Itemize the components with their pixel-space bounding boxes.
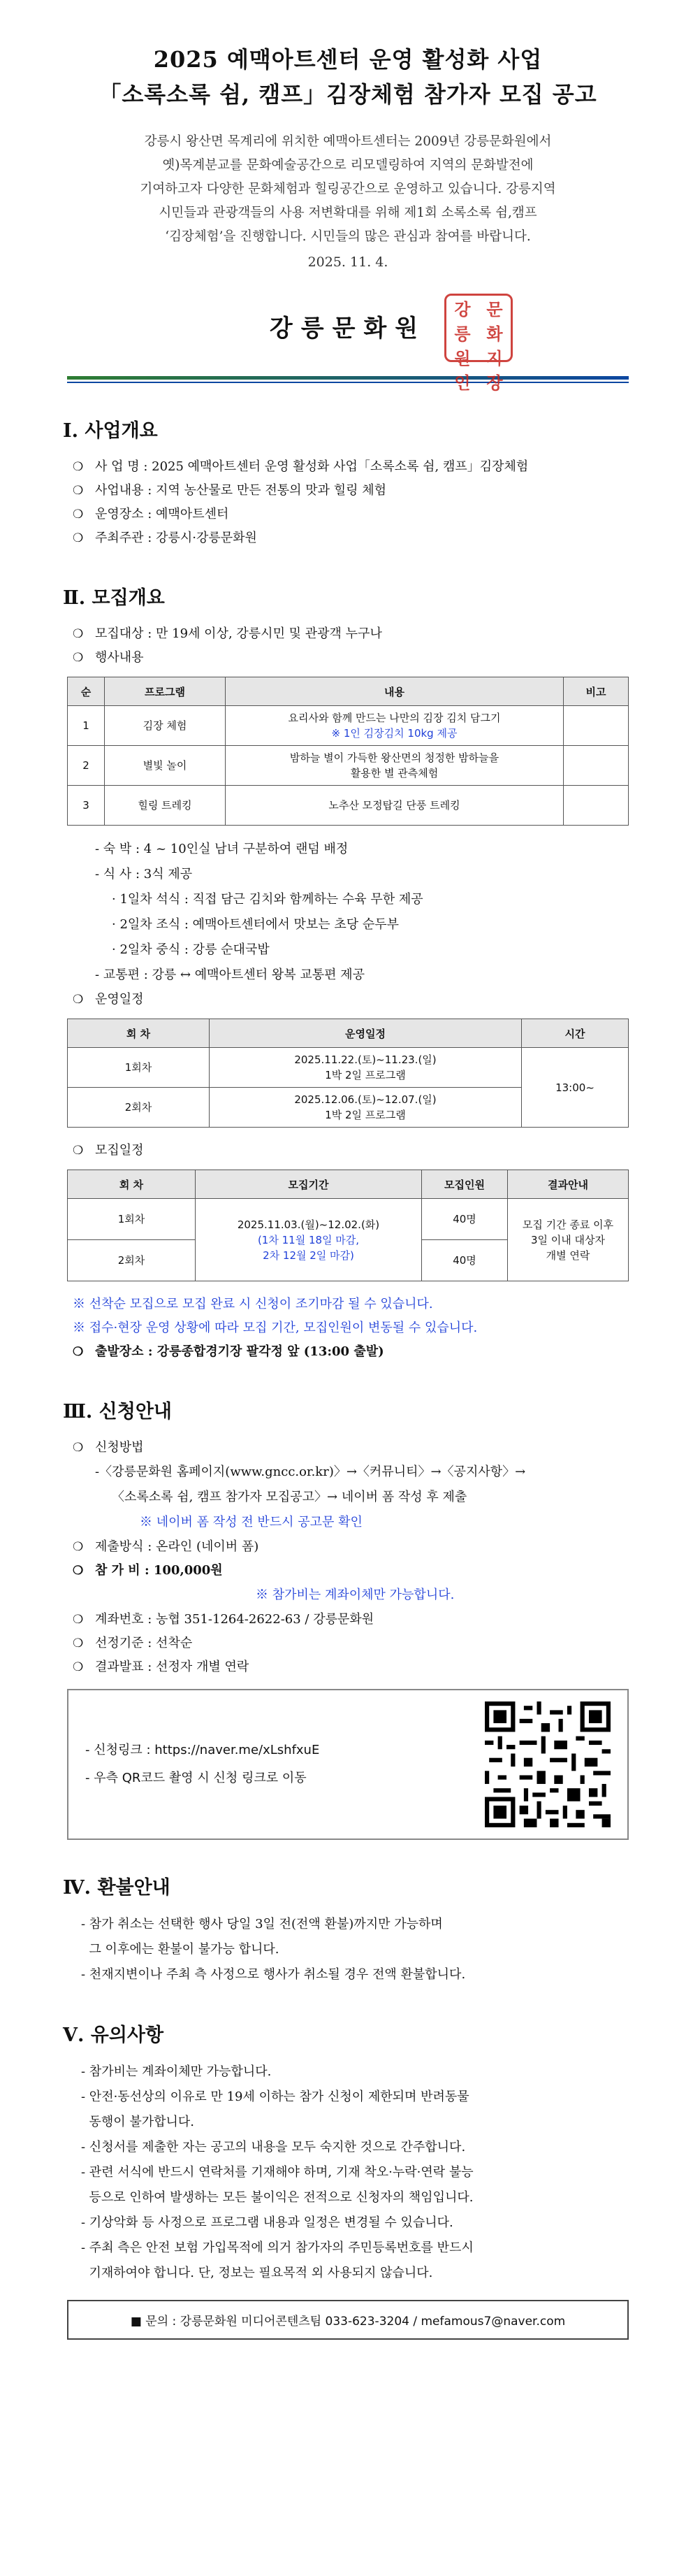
cell xyxy=(196,1199,422,1281)
cell xyxy=(210,1048,522,1088)
cell-text: 2025.11.22.(토)~11.23.(일) xyxy=(294,1053,437,1066)
detail-line: - 식 사 : 3식 제공 xyxy=(95,867,193,882)
departure-place: ❍ 출발장소 : 강릉종합경기장 팔각정 앞 (13:00 출발) xyxy=(67,1340,629,1364)
divider xyxy=(67,376,629,380)
apply-link[interactable]: - 신청링크 : https://naver.me/xLshfxuE xyxy=(85,1743,320,1757)
cell xyxy=(564,786,629,826)
seal-char: 문화 xyxy=(486,299,503,344)
table-header: 시간 xyxy=(522,1019,629,1048)
notice-document xyxy=(63,42,629,2340)
cell: 힐링 트레킹 xyxy=(105,786,226,826)
qr-code-icon[interactable] xyxy=(485,1701,611,1827)
caution-line: 동행이 불가합니다. xyxy=(81,2115,194,2129)
cell-text: 모집 기간 종료 이후 xyxy=(522,1218,614,1231)
meal-line: · 2일차 중식 : 강릉 순대국밥 xyxy=(112,942,270,957)
overview-item: ❍ 사업내용 : 지역 농산물로 만든 전통의 맛과 힐링 체험 xyxy=(67,479,629,503)
account: ❍ 계좌번호 : 농협 351-1264-2622-63 / 강릉문화원 xyxy=(67,1608,629,1632)
refund-line: - 천재지변이나 주최 측 사정으로 행사가 취소될 경우 전액 환불합니다. xyxy=(81,1967,466,1982)
cell-note: ※ 1인 김장김치 10kg 제공 xyxy=(331,727,458,740)
cell: 김장 체험 xyxy=(105,706,226,746)
caution-line: 등으로 인하여 발생하는 모든 불이익은 전적으로 신청자의 책임입니다. xyxy=(81,2190,474,2205)
table-header: 회 차 xyxy=(68,1170,196,1199)
org-name: 강릉문화원 xyxy=(269,314,427,343)
section-heading: Ⅲ. 신청안내 xyxy=(63,1401,173,1423)
cell: 13:00~ xyxy=(522,1048,629,1128)
qr-guide: - 우측 QR코드 촬영 시 신청 링크로 이동 xyxy=(85,1771,307,1785)
criteria: ❍ 선정기준 : 선착순 xyxy=(67,1632,629,1655)
official-seal-icon xyxy=(444,294,513,393)
table-header: 회 차 xyxy=(68,1019,210,1048)
seal-char: 원인 xyxy=(454,348,471,393)
section-heading: I. 사업개요 xyxy=(63,420,158,442)
section-heading: Ⅴ. 유의사항 xyxy=(63,2024,164,2046)
intro-paragraph xyxy=(67,130,629,249)
fee-note: ※ 참가비는 계좌이체만 가능합니다. xyxy=(256,1588,455,1602)
method-note: ※ 네이버 폼 작성 전 반드시 공고문 확인 xyxy=(140,1515,363,1530)
notice-note: ※ 접수·현장 운영 상황에 따라 모집 기간, 모집인원이 변동될 수 있습니다. xyxy=(73,1321,478,1335)
title-line-1: 2025 예맥아트센터 운영 활성화 사업 xyxy=(153,46,543,73)
intro-line: 시민들과 관광객들의 사용 저변확대를 위해 제1회 소록소록 쉼,캠프 xyxy=(159,206,537,220)
cell: 2회차 xyxy=(68,1088,210,1128)
cell xyxy=(508,1199,629,1281)
cell-text: 요리사와 함께 만드는 나만의 김장 김치 담그기 xyxy=(288,712,501,724)
cell: 1 xyxy=(68,706,105,746)
cell-text: 2025.12.06.(토)~12.07.(일) xyxy=(294,1093,437,1106)
cell: 40명 xyxy=(422,1199,508,1240)
table-header: 모집기간 xyxy=(196,1170,422,1199)
cell: 40명 xyxy=(422,1240,508,1281)
table-header: 결과안내 xyxy=(508,1170,629,1199)
intro-line: ‘김장체험’을 진행합니다. 시민들의 많은 관심과 참여를 바랍니다. xyxy=(165,229,531,244)
meal-line: · 2일차 조식 : 예맥아트센터에서 맛보는 초당 순두부 xyxy=(112,917,400,932)
cell: 2회차 xyxy=(68,1240,196,1281)
cell-text: 개별 연락 xyxy=(546,1249,590,1262)
table-row xyxy=(68,746,629,786)
cell-text: 2025.11.03.(월)~12.02.(화) xyxy=(237,1218,380,1231)
cell: 3 xyxy=(68,786,105,826)
title-line-2: 「소록소록 쉼, 캠프」김장체험 참가자 모집 공고 xyxy=(99,81,597,108)
cell: 노추산 모정탑길 단풍 트레킹 xyxy=(226,786,564,826)
cell xyxy=(564,706,629,746)
cell-text: 밤하늘 별이 가득한 왕산면의 청정한 밤하늘을 xyxy=(289,751,499,764)
meal-line: · 1일차 석식 : 직접 담근 김치와 함께하는 수육 무한 제공 xyxy=(112,892,423,907)
cell-text: 1박 2일 프로그램 xyxy=(325,1069,406,1081)
cell-text: 1박 2일 프로그램 xyxy=(325,1109,406,1121)
section-heading: Ⅱ. 모집개요 xyxy=(63,587,165,609)
section-heading: Ⅳ. 환불안내 xyxy=(63,1877,170,1899)
overview-item: ❍ 주최주관 : 강릉시·강릉문화원 xyxy=(67,526,629,550)
cell: 1회차 xyxy=(68,1199,196,1240)
cell-note: 2차 12월 2일 마감) xyxy=(263,1249,354,1262)
intro-line: 기여하고자 다양한 문화체험과 힐링공간으로 운영하고 있습니다. 강릉지역 xyxy=(140,182,556,196)
table-row xyxy=(68,1199,629,1240)
recruit-target: ❍ 모집대상 : 만 19세 이상, 강릉시민 및 관광객 누구나 xyxy=(67,622,629,646)
intro-line: 강릉시 왕산면 목계리에 위치한 예맥아트센터는 2009년 강릉문화원에서 xyxy=(144,134,552,149)
method-line: 〈소록소록 쉼, 캠프 참가자 모집공고〉→ 네이버 폼 작성 후 제출 xyxy=(112,1490,467,1504)
notice-note: ※ 선착순 모집으로 모집 완료 시 신청이 조기마감 될 수 있습니다. xyxy=(73,1297,433,1311)
schedule-table xyxy=(67,1019,629,1128)
caution-line: - 참가비는 계좌이체만 가능합니다. xyxy=(81,2064,272,2079)
submit-method: ❍ 제출방식 : 온라인 (네이버 폼) xyxy=(67,1535,629,1559)
caution-line: - 기상악화 등 사정으로 프로그램 내용과 일정은 변경될 수 있습니다. xyxy=(81,2215,453,2230)
caution-line: - 안전·동선상의 이유로 만 19세 이하는 참가 신청이 제한되며 반려동물 xyxy=(81,2089,469,2104)
cell xyxy=(210,1088,522,1128)
refund-line: - 참가 취소는 선택한 행사 당일 3일 전(전액 환불)까지만 가능하며 xyxy=(81,1917,443,1931)
recruit-table xyxy=(67,1170,629,1281)
fee: ❍ 참 가 비 : 100,000원 xyxy=(67,1559,629,1583)
table-header: 비고 xyxy=(564,677,629,706)
cell xyxy=(226,746,564,786)
schedule-label: ❍ 운영일정 xyxy=(67,988,629,1012)
detail-line: - 숙 박 : 4 ~ 10인실 남녀 구분하여 랜덤 배정 xyxy=(95,842,349,856)
overview-item: ❍ 운영장소 : 예맥아트센터 xyxy=(67,503,629,526)
table-header: 순 xyxy=(68,677,105,706)
refund-line: 그 이후에는 환불이 불가능 합니다. xyxy=(81,1942,279,1957)
organization-signature xyxy=(67,291,629,393)
caution-line: - 주최 측은 안전 보험 가입목적에 의거 참가자의 주민등록번호를 반드시 xyxy=(81,2240,474,2255)
cell: 1회차 xyxy=(68,1048,210,1088)
table-row xyxy=(68,786,629,826)
seal-char: 강릉 xyxy=(454,299,471,344)
table-row xyxy=(68,706,629,746)
table-header: 운영일정 xyxy=(210,1019,522,1048)
cell-text: 3일 이내 대상자 xyxy=(530,1233,606,1246)
divider xyxy=(67,382,629,383)
caution-line: - 관련 서식에 반드시 연락처를 기재해야 하며, 기재 착오·누락·연락 불능 xyxy=(81,2165,474,2180)
overview-item: ❍ 사 업 명 : 2025 예맥아트센터 운영 활성화 사업「소록소록 쉼, 캠프」김장체험 xyxy=(67,455,629,479)
transport-line: - 교통편 : 강릉 ↔ 예맥아트센터 왕복 교통편 제공 xyxy=(95,967,365,982)
method-label: ❍ 신청방법 xyxy=(67,1436,629,1460)
cell-note: (1차 11월 18일 마감, xyxy=(257,1233,360,1246)
table-header: 내용 xyxy=(226,677,564,706)
intro-line: 옛)목계분교를 문화예술공간으로 리모델링하여 지역의 문화발전에 xyxy=(162,158,534,173)
content-label: ❍ 행사내용 xyxy=(67,646,629,670)
table-header: 프로그램 xyxy=(105,677,226,706)
caution-line: - 신청서를 제출한 자는 공고의 내용을 모두 숙지한 것으로 간주합니다. xyxy=(81,2140,466,2154)
link-box xyxy=(67,1689,629,1840)
cell xyxy=(564,746,629,786)
cell: 별빛 놀이 xyxy=(105,746,226,786)
contact-box: ■ 문의 : 강릉문화원 미디어콘텐츠팀 033-623-3204 / mefamous7@naver.com xyxy=(67,2300,629,2340)
cell xyxy=(226,706,564,746)
cell-text: 활용한 별 관측체험 xyxy=(350,767,439,779)
seal-char: 지장 xyxy=(486,348,503,393)
result: ❍ 결과발표 : 선정자 개별 연락 xyxy=(67,1655,629,1679)
cell: 2 xyxy=(68,746,105,786)
recruit-label: ❍ 모집일정 xyxy=(67,1139,629,1163)
program-table xyxy=(67,677,629,826)
table-header: 모집인원 xyxy=(422,1170,508,1199)
method-line: -〈강릉문화원 홈페이지(www.gncc.or.kr)〉→〈커뮤니티〉→〈공지사항〉→ xyxy=(95,1465,526,1479)
table-row xyxy=(68,1048,629,1088)
caution-line: 기재하여야 합니다. 단, 정보는 필요목적 외 사용되지 않습니다. xyxy=(81,2266,433,2280)
notice-date: 2025. 11. 4. xyxy=(307,254,388,270)
